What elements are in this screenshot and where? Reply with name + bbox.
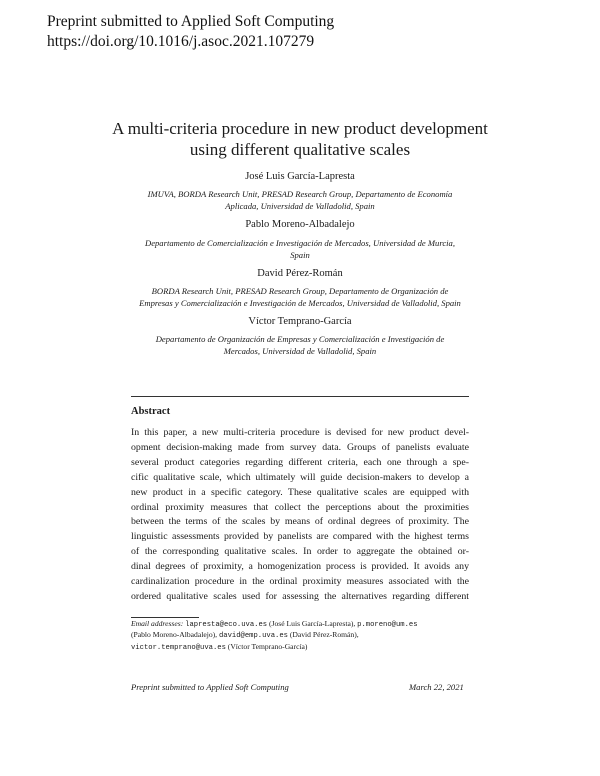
email-link[interactable]: p.moreno@um.es	[357, 621, 418, 629]
journal-line: Preprint submitted to Applied Soft Computing	[47, 13, 335, 30]
affiliation-line: Aplicada, Universidad de Valladolid, Spain	[225, 201, 375, 211]
abstract-line: cardinalization procedure in the ordinal proximity measures associated with the	[131, 576, 469, 588]
author-affiliation	[135, 333, 465, 357]
abstract-line: several product categories regarding different criteria, each one through a spe-	[131, 456, 469, 468]
abstract-line: linguistic assessments provided by panelists are compared with the highest terms	[131, 531, 469, 543]
abstract-line: cific qualitative scale, which ultimately will guide decision-makers to develop a	[131, 471, 469, 483]
affiliation-line: Mercados, Universidad de Valladolid, Spain	[223, 346, 377, 356]
footnote-line	[131, 642, 476, 653]
abstract-heading: Abstract	[131, 406, 171, 417]
footnote-rule	[131, 617, 199, 618]
author-affiliation	[135, 285, 465, 309]
abstract-line: new product in a specific category. These qualitative scales are equipped with	[131, 486, 469, 498]
footnote-line	[131, 630, 476, 641]
doi-link[interactable]: https://doi.org/10.1016/j.asoc.2021.107279	[47, 33, 315, 50]
paper-title	[0, 118, 600, 160]
email-owner: (José Luis García-Lapresta),	[269, 619, 356, 628]
author-affiliation	[135, 188, 465, 212]
abstract-body	[131, 426, 469, 605]
abstract-line: of the corresponding qualitative scales. In order to aggregate the obtained or-	[131, 546, 469, 558]
footer-journal: Preprint submitted to Applied Soft Computing	[131, 682, 289, 692]
title-line-1: A multi-criteria procedure in new product development	[112, 119, 488, 138]
footnote-line	[131, 619, 476, 630]
abstract-line: dinal degrees of proximity, a homogenization process is provided. It avoids any	[131, 561, 469, 573]
abstract-line: In this paper, a new multi-criteria procedure is devised for new product devel-	[131, 427, 469, 438]
abstract-line: opment decision-making made from survey data. Groups of panelists evaluate	[131, 441, 469, 453]
email-link[interactable]: david@emp.uva.es	[218, 632, 288, 641]
email-footnote	[131, 619, 476, 653]
author-name: Víctor Temprano-García	[248, 316, 352, 327]
footnote-label: Email addresses:	[131, 619, 184, 628]
footer-date: March 22, 2021	[409, 682, 464, 692]
affiliation-line: Spain	[290, 250, 310, 260]
email-owner: (Víctor Temprano-García)	[227, 641, 308, 651]
abstract-top-rule	[131, 396, 469, 397]
author-name: José Luis García-Lapresta	[245, 171, 355, 182]
abstract-line: between the terms of the scales by means of ordinal degrees of proximity. The	[131, 516, 469, 528]
abstract-line: ordered qualitative scales used for assessing the alternatives regarding different	[131, 590, 469, 602]
author-affiliation	[135, 237, 465, 261]
affiliation-line: IMUVA, BORDA Research Unit, PRESAD Research Group, Departamento de Economía	[147, 189, 453, 199]
email-link[interactable]: lapresta@eco.uva.es	[185, 621, 268, 629]
author-name: Pablo Moreno-Albadalejo	[245, 219, 355, 230]
email-owner: (David Pérez-Román),	[289, 630, 359, 640]
affiliation-line: Departamento de Organización de Empresas y Comercialización e Investigación de	[155, 334, 445, 344]
page-header	[47, 12, 334, 52]
affiliation-line: BORDA Research Unit, PRESAD Research Group, Departamento de Organización de	[151, 286, 449, 296]
abstract-line: ordinal proximity measures that collect the perceptions about the proximities	[131, 501, 469, 513]
email-owner: (Pablo Moreno-Albadalejo),	[131, 630, 218, 640]
title-line-2: using different qualitative scales	[189, 140, 411, 159]
affiliation-line: Empresas y Comercialización e Investigación de Mercados, Universidad de Valladolid, Spain	[139, 298, 461, 308]
email-link[interactable]: victor.temprano@uva.es	[131, 643, 226, 652]
author-name: David Pérez-Román	[257, 268, 343, 279]
affiliation-line: Departamento de Comercialización e Investigación de Mercados, Universidad de Murcia,	[144, 238, 456, 248]
